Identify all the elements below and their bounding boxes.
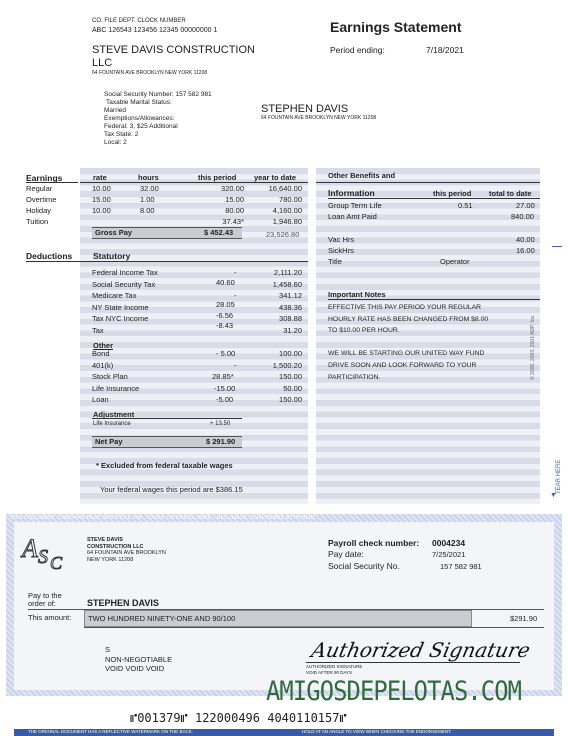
employee-address: 64 FOUNTAIN AVE BROOKLYN NEW YORK 11208 bbox=[261, 115, 377, 121]
deduction-row bbox=[92, 299, 308, 315]
adjustment-label: Adjustment bbox=[93, 410, 135, 419]
other-ytd: 1,500.20 bbox=[272, 360, 302, 370]
title-label: Title bbox=[328, 257, 342, 266]
deduction-name: Tax NYC Income bbox=[92, 314, 149, 324]
tax-state-line: Tax State: 2 bbox=[104, 131, 139, 138]
amount-line bbox=[84, 627, 544, 628]
void-after: VOID AFTER 90 DAYS bbox=[306, 670, 353, 675]
check-company-4: NEW YORK 11208 bbox=[87, 556, 134, 563]
amount-label: This amount: bbox=[28, 613, 72, 622]
signature-label: AUTHORIZED SIGNATURE bbox=[306, 664, 363, 669]
check-ssn-label: Social Security No. bbox=[328, 561, 400, 571]
tear-arrow-icon: ▼ bbox=[550, 492, 557, 499]
footer-left: THE ORIGINAL DOCUMENT HAS A REFLECTIVE WATERMARK ON THE BACK. bbox=[28, 729, 193, 734]
check-company-2: CONSTRUCTION LLC bbox=[87, 543, 144, 550]
notes-title: Important Notes bbox=[328, 290, 386, 299]
ssn-line: Social Security Number: 157 582 981 bbox=[104, 91, 212, 98]
deductions-label: Deductions bbox=[26, 251, 73, 261]
deduction-period: - bbox=[234, 291, 237, 301]
notes-body bbox=[328, 302, 540, 383]
earnings-header-line bbox=[80, 182, 308, 183]
title-value: Operator bbox=[440, 257, 470, 266]
deductions-line bbox=[26, 261, 308, 262]
period-value: 7/18/2021 bbox=[426, 45, 464, 55]
check-ssn: 157 582 981 bbox=[440, 562, 482, 571]
earning-period: 37.43* bbox=[222, 217, 244, 226]
earnings-underline bbox=[26, 182, 78, 183]
deduction-ytd: 308.88 bbox=[279, 314, 302, 324]
earning-name: Overtime bbox=[26, 195, 57, 204]
earning-ytd: 16,640.00 bbox=[268, 184, 302, 193]
earning-rate: 10.00 bbox=[92, 184, 111, 193]
net-pay-value: $ 291.90 bbox=[206, 437, 236, 446]
other-label: Other bbox=[93, 341, 114, 350]
other-ytd: 50.00 bbox=[283, 383, 302, 393]
pay-date: 7/25/2021 bbox=[432, 550, 466, 559]
federal-wages-note: Your federal wages this period are $386.15 bbox=[100, 485, 243, 494]
codes-values: ABC 126543 123456 12345 00000000 1 bbox=[92, 27, 218, 34]
benefit-total: 27.00 bbox=[516, 201, 535, 210]
pay-to-label bbox=[28, 592, 62, 608]
benefits-title-line bbox=[316, 182, 540, 183]
check-number: 0004234 bbox=[432, 538, 466, 548]
deduction-ytd: 341.12 bbox=[279, 291, 302, 301]
deduction-row bbox=[92, 311, 308, 326]
earning-hours: 1.00 bbox=[140, 195, 155, 204]
statutory-label: Statutory bbox=[93, 251, 131, 261]
watermark-text: AMIGOSDEPELOTAS.COM bbox=[266, 676, 522, 707]
net-pay-label: Net Pay bbox=[95, 437, 123, 446]
company-address: 64 FOUNTAIN AVE BROOKLYN NEW YORK 11208 bbox=[92, 70, 208, 76]
other-period: 28.85* bbox=[212, 372, 234, 382]
asc-logo-icon bbox=[20, 527, 66, 571]
statutory-rows bbox=[92, 268, 308, 338]
check-company-block bbox=[87, 537, 166, 563]
deduction-name: Tax bbox=[92, 325, 104, 335]
earnings-row bbox=[26, 195, 308, 206]
vac-hrs-value: 40.00 bbox=[516, 235, 535, 244]
footer-right: HOLD AT AN ANGLE TO VIEW WHEN CHECKING THE ENDORSEMENT. bbox=[302, 729, 452, 734]
deduction-name: NY State Income bbox=[92, 302, 149, 312]
period-label: Period ending: bbox=[330, 45, 385, 55]
svg-text:A: A bbox=[22, 534, 38, 563]
other-ytd: 150.00 bbox=[279, 372, 302, 382]
earnings-row bbox=[26, 184, 308, 195]
svg-text:S: S bbox=[38, 546, 48, 568]
check-company-3: 64 FOUNTAIN AVE BROOKLYN bbox=[87, 550, 166, 556]
company-name-2: LLC bbox=[92, 57, 113, 69]
other-name: Life Insurance bbox=[92, 383, 140, 393]
sick-hrs-value: 16.00 bbox=[516, 246, 535, 255]
deduction-row bbox=[92, 277, 308, 292]
employee-tax-info bbox=[104, 91, 212, 147]
note-line: HOURLY RATE HAS BEEN CHANGED FROM $8.00 bbox=[328, 315, 489, 323]
other-name: 401(k) bbox=[92, 360, 114, 370]
payee-name: STEPHEN DAVIS bbox=[87, 598, 159, 608]
earning-period: 15.00 bbox=[225, 195, 244, 204]
local-line: Local: 2 bbox=[104, 139, 127, 146]
earning-hours: 32.00 bbox=[140, 184, 159, 193]
notes-title-line bbox=[328, 299, 540, 300]
information-label: Information bbox=[328, 188, 375, 198]
earning-period: 320.00 bbox=[221, 184, 244, 193]
deduction-period: - bbox=[234, 268, 237, 277]
other-row bbox=[92, 384, 308, 396]
earning-period: 80.00 bbox=[225, 206, 244, 215]
other-row bbox=[92, 395, 308, 407]
svg-text:C: C bbox=[50, 553, 63, 571]
note-line: PARTICIPATION. bbox=[328, 373, 381, 381]
tear-here-label: TEAR HERE bbox=[556, 459, 562, 494]
other-ytd: 100.00 bbox=[279, 349, 302, 358]
non-negotiable: NON-NEGOTIABLE bbox=[105, 655, 173, 664]
earning-name: Regular bbox=[26, 184, 53, 193]
earning-name: Tuition bbox=[26, 217, 49, 226]
vac-hrs-label: Vac Hrs bbox=[328, 235, 355, 244]
other-period: -5.00 bbox=[216, 395, 234, 405]
other-name: Bond bbox=[92, 349, 110, 358]
deduction-ytd: 1,458.60 bbox=[272, 279, 302, 289]
check-s: S bbox=[105, 645, 111, 654]
micr-line: ⑈001379⑈ 122000496 4040110157⑈ bbox=[130, 711, 347, 725]
deduction-ytd: 438.36 bbox=[279, 302, 302, 312]
benefits-header-line bbox=[328, 198, 540, 199]
col-ytd: year to date bbox=[254, 173, 297, 182]
gross-pay-ytd: 23,526.80 bbox=[266, 230, 300, 239]
deduction-row bbox=[92, 320, 308, 338]
tear-mark bbox=[552, 246, 562, 247]
benefit-total: 840.00 bbox=[511, 212, 534, 221]
marital-line: Taxable Marital Status: bbox=[106, 99, 172, 106]
benefits-col-period: this period bbox=[433, 189, 472, 198]
earning-hours: 8.00 bbox=[140, 206, 155, 215]
earning-rate: 10.00 bbox=[92, 206, 111, 215]
other-row bbox=[92, 361, 308, 373]
note-line: EFFECTIVE THIS PAY PERIOD YOUR REGULAR bbox=[328, 304, 482, 311]
benefits-col-total: total to date bbox=[489, 189, 532, 198]
sick-hrs-label: SickHrs bbox=[328, 246, 354, 255]
adjustment-name: Life Insurance bbox=[93, 421, 131, 427]
marital-value: Married bbox=[104, 107, 127, 114]
deduction-period: 40.60 bbox=[216, 277, 235, 287]
other-name: Stock Plan bbox=[92, 372, 128, 382]
adjustment-value: + 13.50 bbox=[210, 421, 231, 427]
benefit-name: Loan Amt Paid bbox=[328, 212, 377, 221]
deduction-ytd: 31.20 bbox=[283, 325, 302, 335]
check-company-1: STEVE DAVIS bbox=[87, 537, 123, 543]
amount-words: TWO HUNDRED NINETY-ONE AND 90/100 bbox=[88, 614, 236, 623]
other-ytd: 150.00 bbox=[279, 395, 302, 405]
benefit-name: Group Term Life bbox=[328, 201, 382, 210]
earning-name: Holiday bbox=[26, 206, 52, 215]
check-border-text: THIS DOCUMENT CONTAINS HEAT SENSITIVE INK. TOUCH OR PRESS HERE - RED IMAGE DISAPPEARS WITH HEAT. bbox=[10, 515, 317, 521]
benefit-period: 0.51 bbox=[458, 201, 473, 210]
note-line: DRIVE SOON AND LOOK FORWARD TO YOUR bbox=[328, 361, 477, 369]
gross-pay-label: Gross Pay bbox=[95, 228, 133, 237]
other-name: Loan bbox=[92, 395, 109, 405]
deduction-period: 28.05 bbox=[216, 299, 235, 309]
company-name: STEVE DAVIS CONSTRUCTION bbox=[92, 44, 255, 56]
deduction-period: -6.56 bbox=[216, 311, 234, 321]
deduction-name: Federal Income Tax bbox=[92, 268, 158, 277]
other-row bbox=[92, 372, 308, 384]
benefits-title: Other Benefits and bbox=[328, 171, 396, 180]
col-rate: rate bbox=[93, 173, 107, 182]
excluded-note: * Excluded from federal taxable wages bbox=[96, 461, 233, 470]
gross-pay-value: $ 452.43 bbox=[204, 228, 234, 237]
deduction-ytd: 2,111.20 bbox=[273, 268, 302, 277]
deduction-period: -8.43 bbox=[216, 320, 234, 330]
earnings-rows bbox=[26, 184, 308, 228]
void-text: VOID VOID VOID bbox=[105, 664, 165, 673]
other-period: -15.00 bbox=[214, 383, 236, 393]
earning-ytd: 780.00 bbox=[279, 195, 302, 204]
pay-to-line1: Pay to the bbox=[28, 591, 62, 600]
col-this-period: this period bbox=[198, 173, 237, 182]
other-row bbox=[92, 349, 308, 361]
signature: Authorized Signature bbox=[309, 638, 533, 662]
note-line: WE WILL BE STARTING OUR UNITED WAY FUND bbox=[328, 350, 485, 358]
check-number-label: Payroll check number: bbox=[328, 538, 420, 548]
earning-ytd: 4,160.00 bbox=[272, 206, 302, 215]
statement-title: Earnings Statement bbox=[330, 19, 462, 35]
other-rows bbox=[92, 349, 308, 407]
copyright-text: © 2008, 2003, 2001 ADP, Inc. bbox=[530, 314, 536, 380]
exemptions-line: Exemptions/Allowances: bbox=[104, 115, 175, 122]
deduction-name: Medicare Tax bbox=[92, 291, 137, 301]
earnings-row bbox=[26, 206, 308, 217]
earnings-label: Earnings bbox=[26, 173, 63, 183]
earning-rate: 15.00 bbox=[92, 195, 111, 204]
check-amount: $291.90 bbox=[510, 614, 538, 623]
other-period: - bbox=[234, 360, 237, 370]
note-line: TO $10.00 PER HOUR. bbox=[328, 327, 400, 335]
other-period: - 5.00 bbox=[216, 349, 236, 358]
codes-header: CO. FILE DEPT. CLOCK NUMBER bbox=[92, 18, 186, 24]
col-hours: hours bbox=[138, 173, 159, 182]
deduction-name: Social Security Tax bbox=[92, 279, 156, 289]
federal-line: Federal: 3, $25 Additional bbox=[104, 123, 178, 130]
signature-line bbox=[306, 662, 520, 663]
earning-ytd: 1,946.80 bbox=[272, 217, 302, 226]
employee-name: STEPHEN DAVIS bbox=[261, 103, 349, 115]
adjustment-line bbox=[92, 418, 242, 419]
pay-to-line2: order of: bbox=[28, 599, 56, 608]
pay-date-label: Pay date: bbox=[328, 549, 364, 559]
deduction-row bbox=[92, 291, 308, 303]
deduction-row bbox=[92, 268, 308, 280]
